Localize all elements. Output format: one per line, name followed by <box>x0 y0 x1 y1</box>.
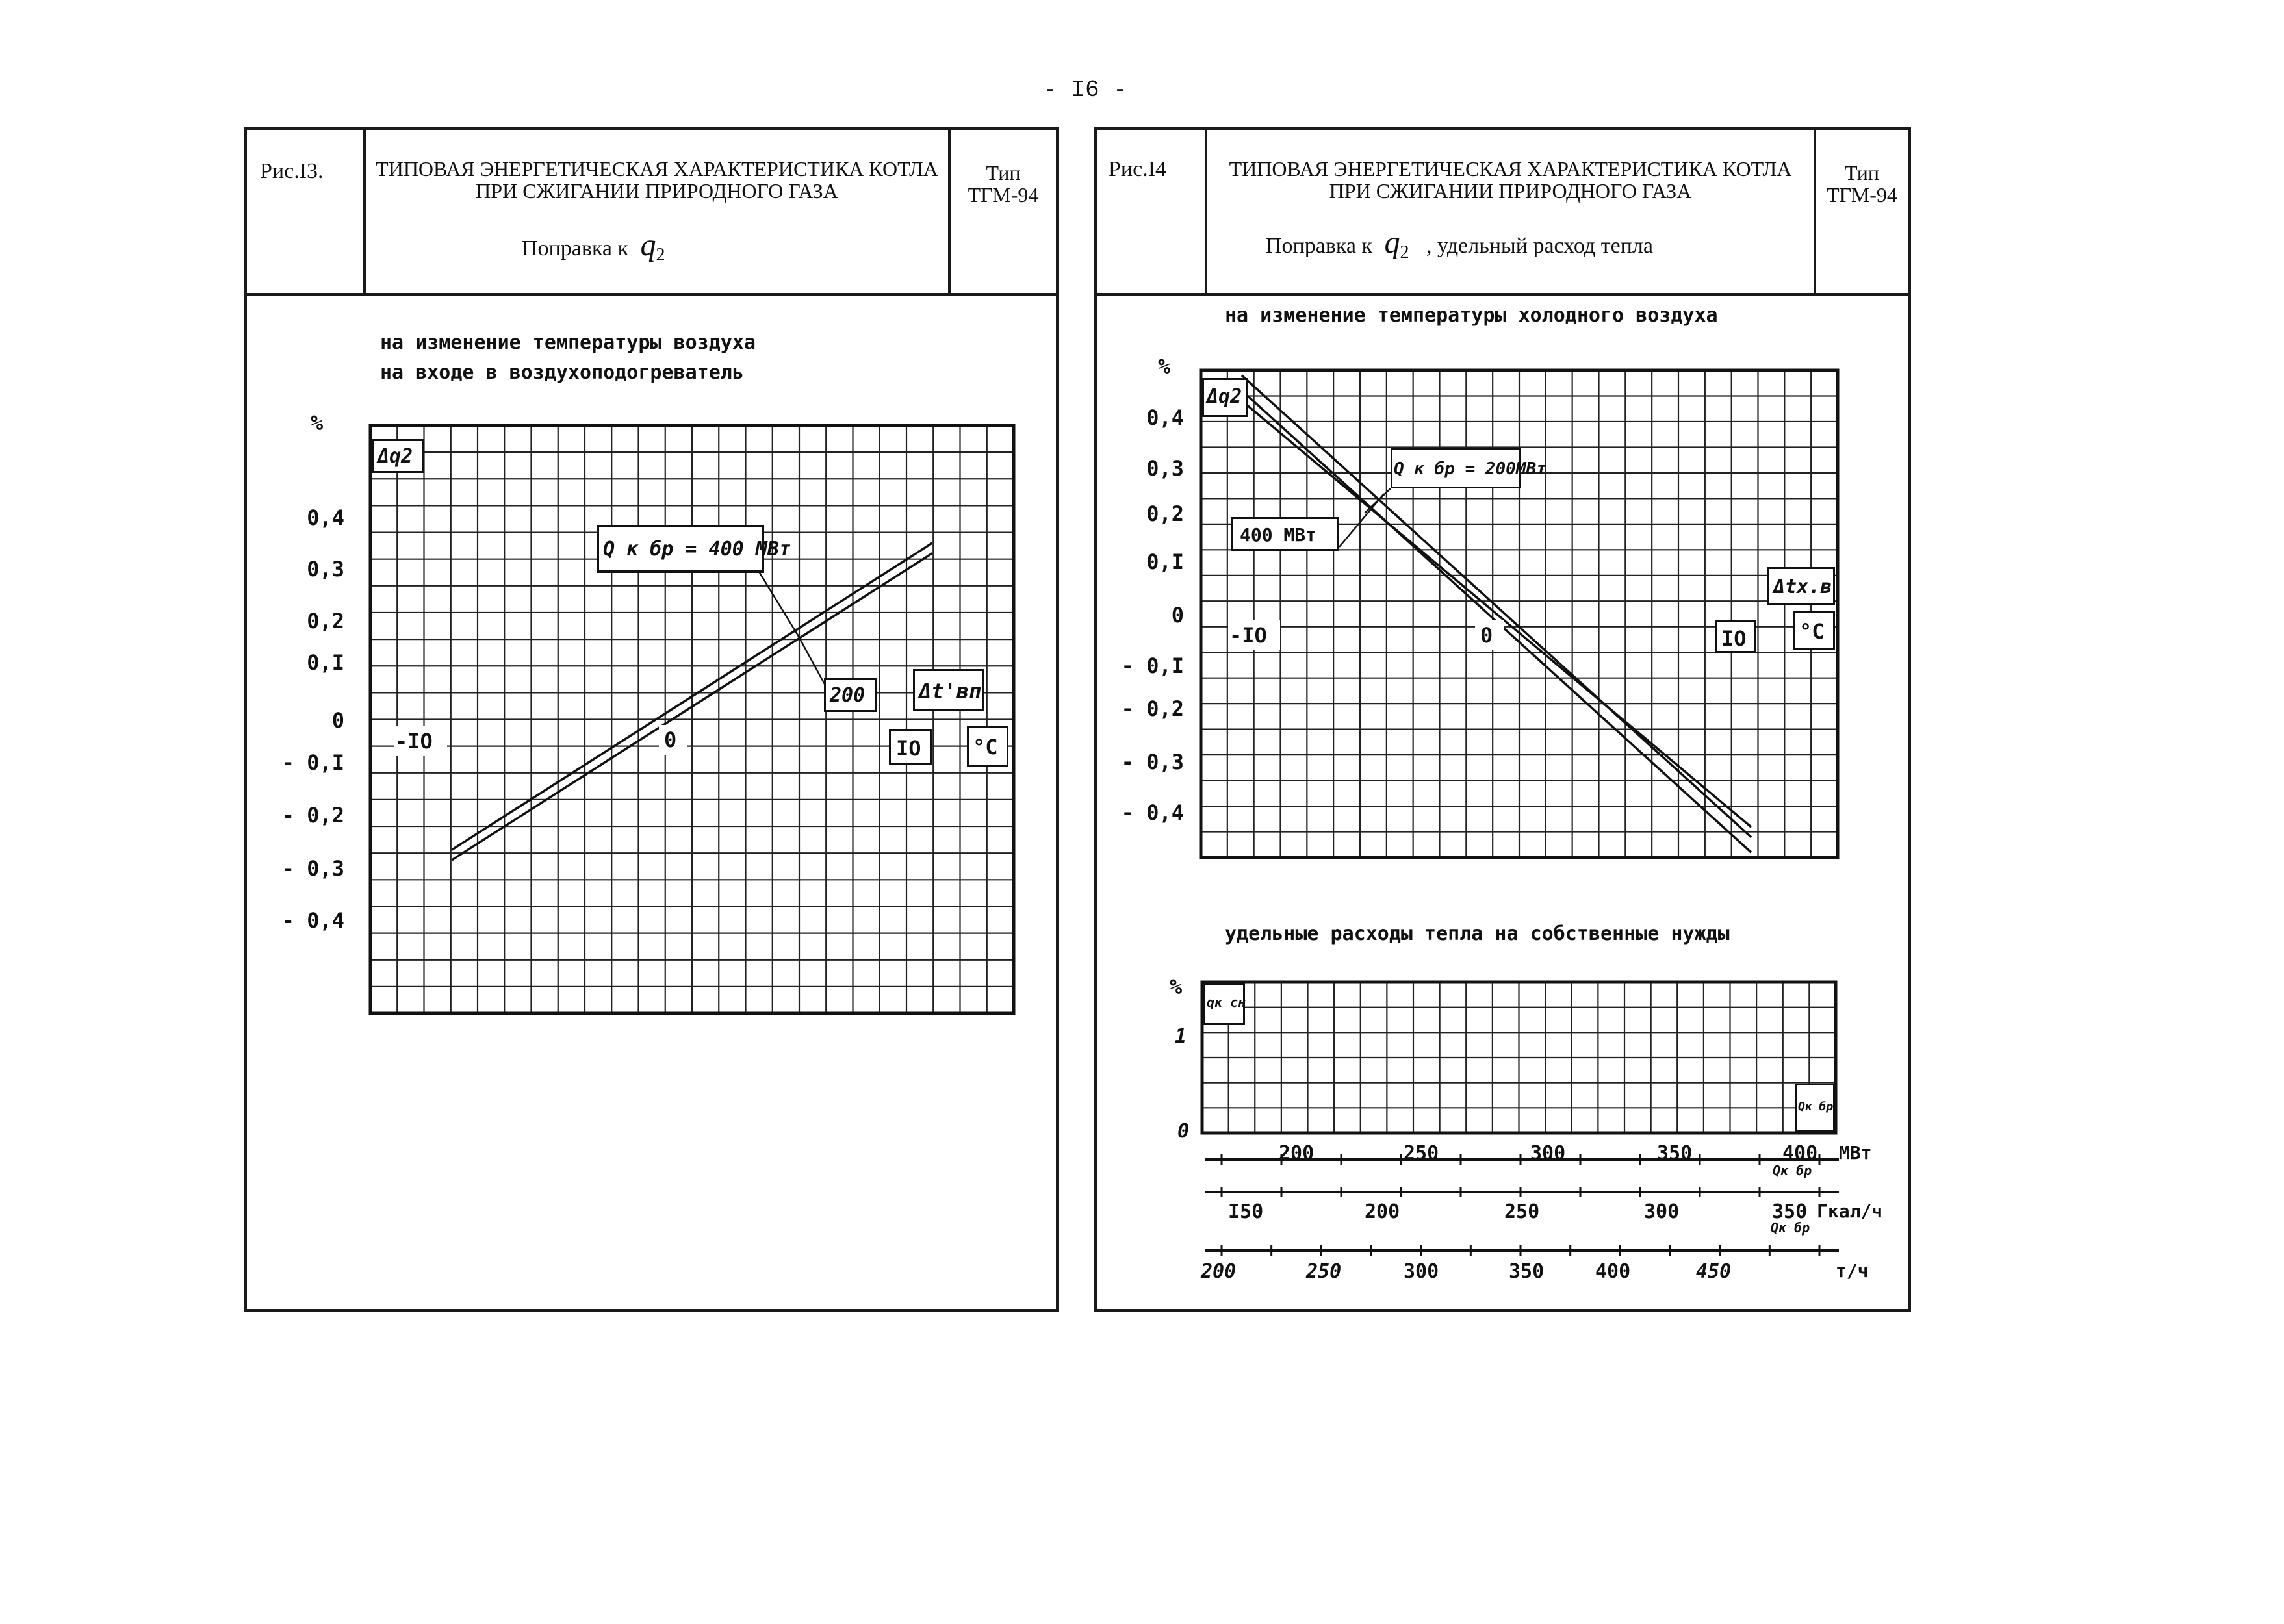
correction-sub: 2 <box>656 244 665 265</box>
title-line1: ТИПОВАЯ ЭНЕРГЕТИЧЕСКАЯ ХАРАКТЕРИСТИКА КОТЛА <box>376 157 938 181</box>
axis-label-gcal: Qк бр <box>1771 1220 1810 1236</box>
caption-fig13-line1: на изменение температуры воздуха <box>380 331 756 354</box>
axis-tick-mw: 400 <box>1782 1142 1818 1165</box>
page-number: - I6 - <box>1043 77 1127 103</box>
correction-sub: 2 <box>1400 242 1409 262</box>
caption-fig13-line2: на входе в воздухоподогреватель <box>380 361 744 384</box>
x-unit-fig13: °С <box>973 735 998 759</box>
ytick: - 0,3 <box>1121 750 1184 774</box>
ytick: 0,I <box>307 650 344 675</box>
ytick-sn-1: 1 <box>1175 1025 1187 1048</box>
correction-prefix: Поправка к <box>1266 234 1373 258</box>
xtick: IO <box>896 736 921 761</box>
y-unit-sn: % <box>1170 974 1183 999</box>
title-line1: ТИПОВАЯ ЭНЕРГЕТИЧЕСКАЯ ХАРАКТЕРИСТИКА КОТЛА <box>1229 157 1792 181</box>
x-unit-fig14: °С <box>1799 619 1825 644</box>
axis-label-mw: Qк бр <box>1773 1163 1812 1178</box>
xtick: -IO <box>1229 623 1267 648</box>
correction-suffix: , удельный расход тепла <box>1426 234 1653 258</box>
correction-var: q <box>1384 225 1400 260</box>
xlabel-sn: Qк бр <box>1798 1100 1834 1113</box>
ytick: - 0,2 <box>281 803 344 828</box>
y-unit-fig13: % <box>311 411 324 435</box>
ytick: 0,4 <box>1146 405 1184 430</box>
ylabel-box-sn <box>1203 983 1245 1025</box>
ytick: 0 <box>1171 603 1184 628</box>
ytick: 0,4 <box>307 505 344 530</box>
annotation-400: Q к бр = 400 МВт <box>603 538 791 561</box>
ytick: - 0,I <box>1121 653 1184 678</box>
ytick: 0,3 <box>1146 456 1184 481</box>
ylabel-fig13: Δq2 <box>378 445 413 468</box>
axis-unit-tph: т/ч <box>1836 1260 1869 1282</box>
ylabel-fig14: Δq2 <box>1207 385 1242 408</box>
axis-tick-gcal: 350 <box>1772 1200 1808 1223</box>
ytick: - 0,4 <box>1121 800 1184 825</box>
axis-tick-mw: 300 <box>1530 1142 1566 1165</box>
ytick-sn-0: 0 <box>1177 1120 1190 1143</box>
ytick: 0,2 <box>307 609 344 633</box>
type-label: Тип <box>986 161 1021 184</box>
y-unit-fig14: % <box>1158 354 1171 379</box>
ytick: - 0,3 <box>281 856 344 881</box>
xlabel-fig14: Δtх.в <box>1773 576 1832 598</box>
correction-prefix: Поправка к <box>522 236 629 260</box>
ytick: - 0,I <box>281 750 344 775</box>
annotation-200mw: Q к бр = 200МВт <box>1394 459 1546 479</box>
xtick: IO <box>1721 626 1747 651</box>
axis-unit-gcal: Гкал/ч <box>1817 1200 1883 1222</box>
ytick: - 0,4 <box>281 908 344 933</box>
axis-unit-mw: МВт <box>1839 1142 1872 1163</box>
xlabel-fig13: Δt'вп <box>919 679 982 704</box>
ytick: 0,2 <box>1146 501 1184 526</box>
axis-tick-tph: 400 <box>1595 1260 1631 1283</box>
axis-tick-gcal: 200 <box>1365 1200 1400 1223</box>
axis-tick-mw: 250 <box>1404 1142 1439 1165</box>
axis-tick-gcal: 250 <box>1504 1200 1540 1223</box>
axis-tick-gcal: I50 <box>1228 1200 1264 1223</box>
xlabel-box-sn <box>1795 1084 1835 1132</box>
type-value: ТГМ-94 <box>968 183 1039 207</box>
axis-tick-mw: 350 <box>1657 1142 1693 1165</box>
title-line2: ПРИ СЖИГАНИИ ПРИРОДНОГО ГАЗА <box>476 179 838 203</box>
axis-tick-tph: 450 <box>1696 1260 1732 1283</box>
ytick: 0,I <box>1146 550 1184 574</box>
axis-tick-tph: 200 <box>1201 1260 1237 1283</box>
ytick: - 0,2 <box>1121 696 1184 721</box>
axis-tick-tph: 250 <box>1306 1260 1342 1283</box>
ytick: 0,3 <box>307 557 344 581</box>
type-label: Тип <box>1845 161 1879 184</box>
xtick: 0 <box>1480 623 1493 648</box>
fig-label: Рис.I3. <box>260 159 324 183</box>
axis-tick-gcal: 300 <box>1644 1200 1680 1223</box>
caption-fig14: на изменение температуры холодного воздуха <box>1225 304 1718 327</box>
axis-tick-mw: 200 <box>1279 1142 1315 1165</box>
correction-var: q <box>640 228 656 262</box>
type-value: ТГМ-94 <box>1827 183 1897 207</box>
annotation-400mw: 400 МВт <box>1240 524 1317 546</box>
ytick: 0 <box>331 708 344 733</box>
lower-chart-title: удельные расходы тепла на собственные нужды <box>1225 922 1730 945</box>
xtick: 0 <box>664 728 677 752</box>
axis-tick-tph: 300 <box>1404 1260 1439 1283</box>
xtick: -IO <box>395 729 433 754</box>
axis-tick-tph: 350 <box>1509 1260 1545 1283</box>
fig-label: Рис.I4 <box>1109 157 1167 181</box>
title-line2: ПРИ СЖИГАНИИ ПРИРОДНОГО ГАЗА <box>1329 179 1692 203</box>
ylabel-sn: qк сн <box>1207 995 1246 1010</box>
annotation-200: 200 <box>830 684 866 707</box>
